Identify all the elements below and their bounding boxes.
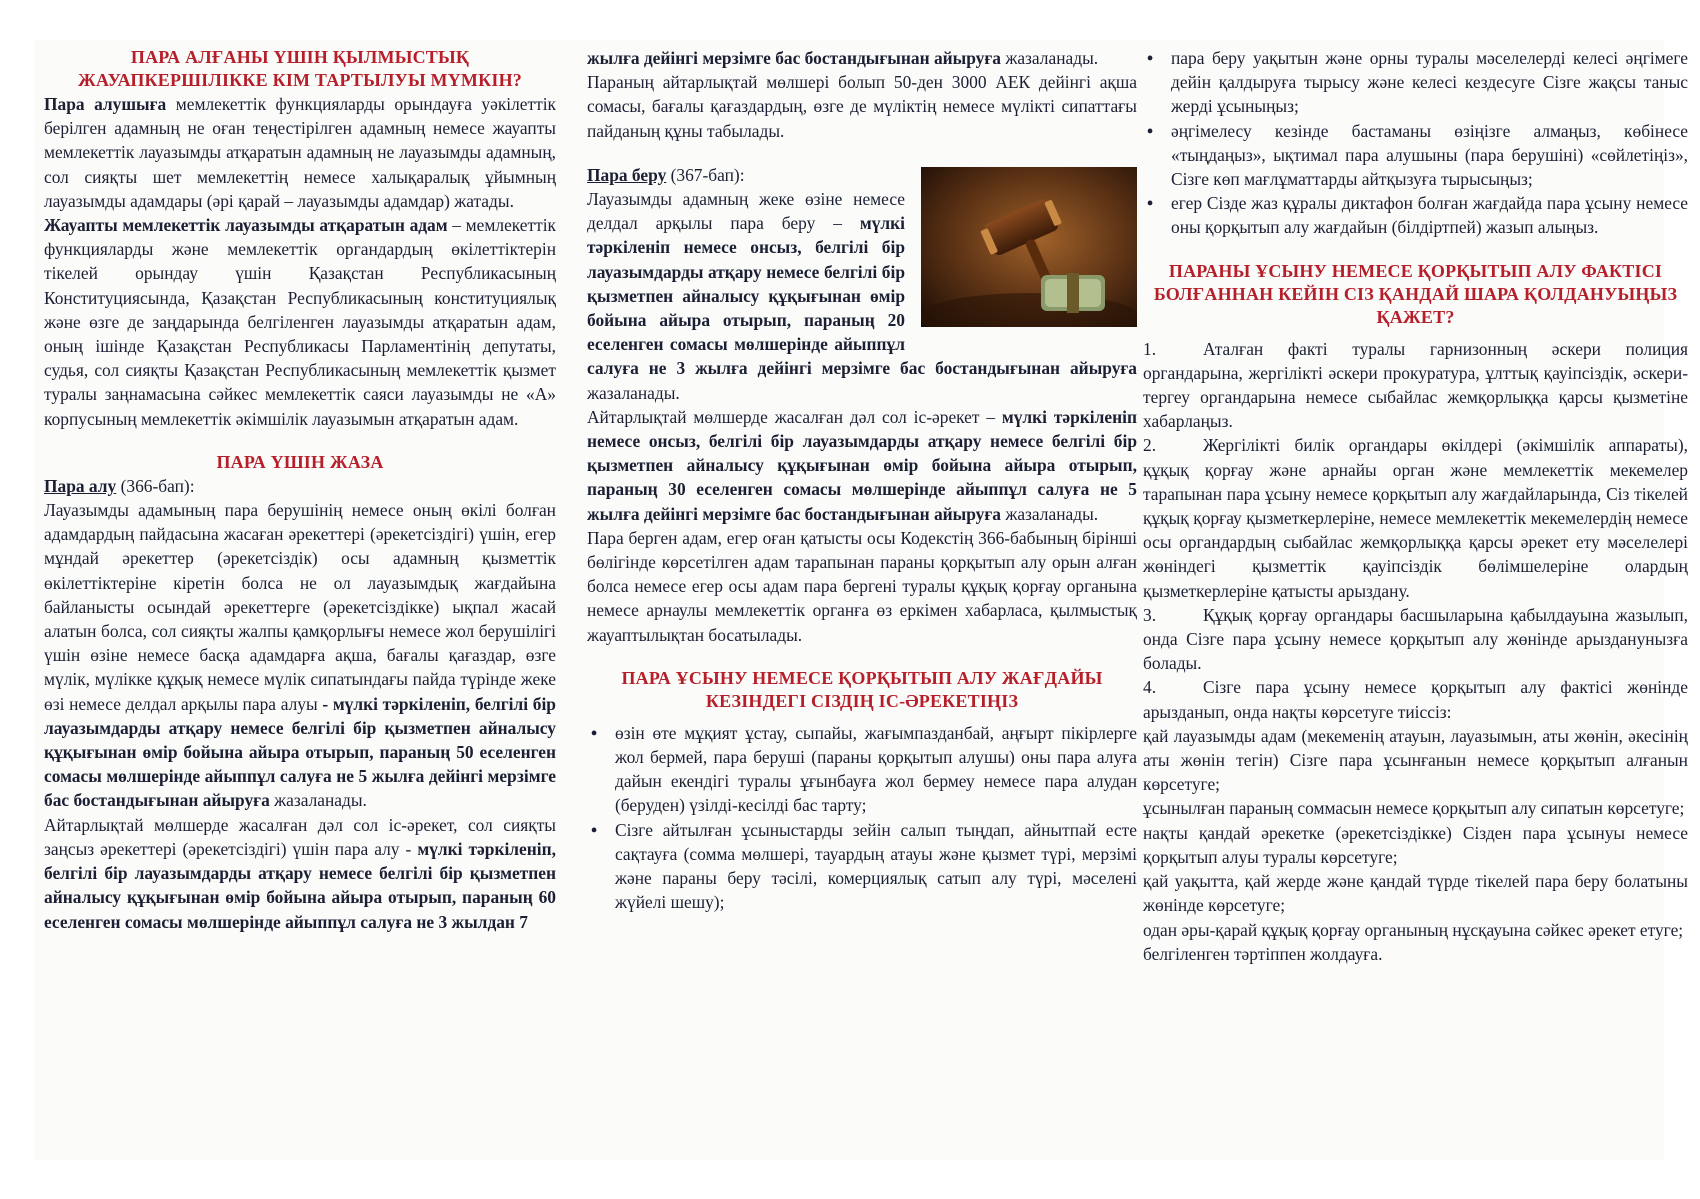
heading-punishment: ПАРА ҮШІН ЖАЗА	[216, 451, 384, 472]
paragraph-text: Лауазымды адамның жеке өзіне немесе делдал арқылы пара беру –	[587, 189, 905, 234]
column-middle	[587, 46, 1137, 915]
numbered-item	[1143, 675, 1688, 723]
paragraph-end: жазаланады.	[269, 790, 367, 811]
heading-what-measures: ПАРАНЫ ҰСЫНУ НЕМЕСЕ ҚОРҚЫТЫП АЛУ ФАКТІСІ БОЛҒАННАН КЕЙІН СІЗ ҚАНДАЙ ШАРА ҚОЛДАНУЫҢЫЗ ҚАЖЕТ?	[1153, 260, 1678, 327]
leaflet-sheet	[34, 40, 1688, 1160]
penalty-text: мүлкі тәркіленіп немесе онсыз, белгілі бір лауазымдарды атқару немесе белгілі бір қызметпен айналысу құқығынан өмір бойына айыра отырып, параның 20 еселенген сомасы мөлшерінде айыппұл салуға не 3 жылға дейінгі мерзімге бас бостандығынан айыруға	[587, 213, 1137, 379]
bullet-item: • өзін өте мұқият ұстау, сыпайы, жағымпазданбай, аңғырт пікірлерге жол бермей, пара беруші (параны қорқытып алушы) оны пара алуға дайын екендігі туралы ұғынбауға жол бермеу немесе пара алудан (беруден) үзілді-кесілді бас тарту;	[587, 721, 1137, 818]
instruction-line: одан әры-қарай құқық қорғау органының нұсқауына сәйкес әрекет етуге;	[1143, 919, 1684, 940]
paragraph-taking-bribe	[44, 498, 556, 813]
paragraph-responsible-official	[44, 213, 556, 431]
paragraph-text: Лауазымды адамының пара берушінің немесе оның өкілі болған адамдардың пайдасына жасаған әрекеттері (әрекетсіздігі) үшін, егер мұндай әрекеттер (әрекетсіздік) осы адамның қызметтік өкілеттіктеріне кіретін болса не ол лауазымдық жағдайына байланысты осындай әрекеттерге (әрекетсіздікке) ықпал жасай алатын болса, сол сияқты жалпы қамқорлығы немесе жол берушілігі үшін өзіне немесе басқа адамдарға ақша, бағалы қағаздар, өзге мүлік, мүлікке құқық немесе мүлік сипатындағы пайда түрінде жеке өзі немесе делдал арқылы пара алуы	[44, 500, 556, 714]
penalty-text: мүлкі тәркіленіп немесе онсыз, белгілі бір лауазымдарды атқару немесе белгілі бір қызметпен айналысу құқығынан өмір бойына айыра отырып, параның 30 еселенген сомасы мөлшерінде айыппұл салуға не 5 жылға дейінгі мерзімге бас бостандығынан айыруға	[587, 406, 1137, 524]
paragraph-text: мемлекеттік функцияларды орындауға уәкілеттік берілген адамның не оған теңестірілген адамның немесе жауапты мемлекеттік лауазымды атқаратын адамның не лауазымды адамның, сол сияқты шет мемлекеттің немесе халықаралық ұйымның лауазымды адамдары (әрі қарай – лауазымды адамдар) жатады.	[44, 94, 556, 211]
paragraph-text: – мемлекеттік функцияларды және мемлекеттік органдардың өкілеттіктерін тікелей орындау үшін Қазақстан Республикасының Конституциясында, Қазақстан Республикасының конституциялық және өзге де заңдарында белгіленген лауазымды атқаратын адам, оның ішінде Қазақстан Республикасы Парламентінің депутаты, судья, сол сияқты Қазақстан Республикасының мемлекеттік қызмет туралы заңнамасына сәйкес мемлекеттік саяси лауазымды не «А» корпусының мемлекеттік әкімшілік лауазымын атқаратын адам.	[44, 215, 557, 429]
bullet-item: • егер Сізде жаз құралы диктафон болған жағдайда пара ұсыну немесе оны қорқытып алу жағдайын (білдіртпей) жазып алыңыз.	[1143, 191, 1688, 239]
article-ref: (366-бап):	[116, 475, 195, 496]
paragraph-end: жазаланады.	[587, 382, 680, 403]
item-number: 3.	[1143, 604, 1157, 625]
instruction-line: ұсынылған параның соммасын немесе қорқытып алу сипатын көрсетуге;	[1143, 798, 1685, 819]
gavel-icon	[921, 167, 1137, 327]
paragraph-text: Айтарлықтай мөлшерде жасалған дәл сол іс-әрекет, сол сияқты заңсыз әрекеттері (әрекетсіздігі) үшін пара алу -	[44, 814, 556, 859]
bullet-item: • Сізге айтылған ұсыныстарды зейін салып тыңдап, айнытпай есте сақтауға (сомма мөлшері, тауардың атауы және қызмет түрі, мерзімі және параны беру тәсілі, комерциялық сатып алу түрі, мәселені жүйелі шешу);	[587, 818, 1137, 915]
paragraph-significant-amount	[44, 813, 556, 934]
numbered-item	[1143, 603, 1688, 676]
paragraph-significant-giving	[587, 405, 1137, 526]
item-text: Сізге пара ұсыну немесе қорқытып алу фактісі жөнінде арызданып, онда нақты көрсетуге тиіссіз:	[1143, 677, 1688, 722]
paragraph-exemption: Пара берген адам, егер оған қатысты осы Кодекстің 366-бабының бірінші бөлігінде көрсетілген адам тарапынан параны қорқытып алу орын алған болса немесе егер осы адам пара бергені туралы құқық қорғау органына немесе арнаулы мемлекеттік органға өз еркімен хабарласа, қылмыстық жауаптылықтан босатылады.	[587, 527, 1137, 645]
item-text: Аталған факті туралы гарнизонның әскери полиция органдарына, жергілікті әскери прокуратура, ұлттық қауіпсіздік, әскери-тергеу органдарына немесе сыбайлас жемқорлыққа қарсы қызметіне хабарлаңыз.	[1143, 338, 1688, 432]
penalty-text: жылға дейінгі мерзімге бас бостандығынан айыруға	[587, 48, 1001, 68]
bullet-item: • әңгімелесу кезінде бастаманы өзіңізге алмаңыз, көбінесе «тыңдаңыз», ықтимал пара алушыны (пара берушіні) «сөйлетіңіз», Сізге көп мағлұматтарды айтқызуға тырысыңыз;	[1143, 119, 1688, 192]
item-text: Құқық қорғау органдары басшыларына қабылдауына жазылып, онда Сізге пара ұсыну немесе қорқытып алу жөнінде арызданунызға болады.	[1143, 604, 1688, 674]
item-text: Жергілікті билік органдары өкілдері (әкімшілік аппараты), құқық қорғау және арнайы орган және мемлекеттік мекемелер тарапынан пара ұсыну немесе қорқытып алу жағдайларында, Сіз тікелей құқық қорғау қызметкерлеріне, немесе мемлекеттік мекемелердің немесе осы органдардың сыбайлас жемқорлыққа қарсы әрекет ету мәселелері жөніндегі қызметтік қауіпсіздік бөлімшелеріне олардың қызметкерлеріне қатысты арыздану.	[1143, 435, 1688, 601]
term-bribe-taker: Пара алушыға	[44, 94, 167, 114]
gavel-money-photo	[921, 167, 1137, 327]
article-ref: (367-бап):	[666, 164, 745, 185]
penalty-text: мүлкі тәркіленіп, белгілі бір лауазымдарды атқару немесе белгілі бір қызметпен айналысу құқығынан өмір бойына айыра отырып, параның 60 еселенген сомасы мөлшерінде айыппұл салуға не 3 жылдан 7	[44, 838, 556, 932]
instruction-line: нақты қандай әрекетке (әрекетсіздікке) Сізден пара ұсынуы немесе қорқытып алуы туралы көрсетуге;	[1143, 822, 1688, 867]
numbered-item	[1143, 433, 1688, 602]
paragraph-end: жазаланады.	[1000, 503, 1099, 524]
bullet-item: • пара беру уақытын және орны туралы мәселелерді келесі әңгімеге дейін қалдыруға тырысу және келесі кездесуге Сізге жақсы таныс жерді ұсыныңыз;	[1143, 46, 1688, 119]
item-number: 1.	[1143, 338, 1157, 359]
paragraph-bribe-taker	[44, 92, 556, 213]
column-right	[1143, 46, 1688, 966]
subheading-taking-bribe	[44, 474, 556, 498]
subheading-label: Пара беру	[587, 164, 667, 185]
paragraph-continued	[587, 46, 1137, 70]
subheading-label: Пара алу	[44, 475, 117, 496]
column-left	[44, 46, 556, 934]
item-number: 4.	[1143, 677, 1157, 698]
instruction-line: белгіленген тәртіппен жолдауға.	[1143, 943, 1383, 964]
paragraph-significant-definition: Параның айтарлықтай мөлшері болып 50-ден 3000 АЕК дейінгі ақша сомасы, бағалы қағаздардың, өзге де мүліктің немесе мүлікті сипаттағы пайданың құны табылады.	[587, 72, 1137, 141]
heading-who-liable: ПАРА АЛҒАНЫ ҮШІН ҚЫЛМЫСТЫҚ ЖАУАПКЕРШІЛІККЕ КІМ ТАРТЫЛУЫ МҮМКІН?	[78, 47, 522, 90]
numbered-item	[1143, 337, 1688, 434]
instruction-line: қай лауазымды адам (мекеменің атауын, лауазымын, аты жөнін, әкесінің аты жөнін тегін) Сізге пара ұсынғанын немесе қорқытып алғанын көрсетуге;	[1143, 725, 1688, 795]
item-number: 2.	[1143, 435, 1157, 456]
instruction-line: қай уақытта, қай жерде және қандай түрде тікелей пара беру болатыны жөнінде көрсетуге;	[1143, 871, 1688, 916]
paragraph-text: Айтарлықтай мөлшерде жасалған дәл сол іс-әрекет –	[587, 406, 1002, 427]
penalty-text: - мүлкі тәркіленіп, белгілі бір лауазымдарды атқару немесе белгілі бір қызметпен айналысу құқығынан өмір бойына айыра отырып, параның 50 еселенген сомасы мөлшерінде айыппұл салуға не 5 жылға дейінгі мерзімге бас бостандығынан айыруға	[44, 693, 556, 811]
term-responsible-official: Жауапты мемлекеттік лауазымды атқаратын адам	[44, 215, 448, 236]
paragraph-end: жазаланады.	[1000, 48, 1099, 68]
heading-your-actions: ПАРА ҰСЫНУ НЕМЕСЕ ҚОРҚЫТЫП АЛУ ЖАҒДАЙЫ КЕЗІНДЕГІ СІЗДІҢ ІС-ӘРЕКЕТІҢІЗ	[621, 667, 1103, 711]
